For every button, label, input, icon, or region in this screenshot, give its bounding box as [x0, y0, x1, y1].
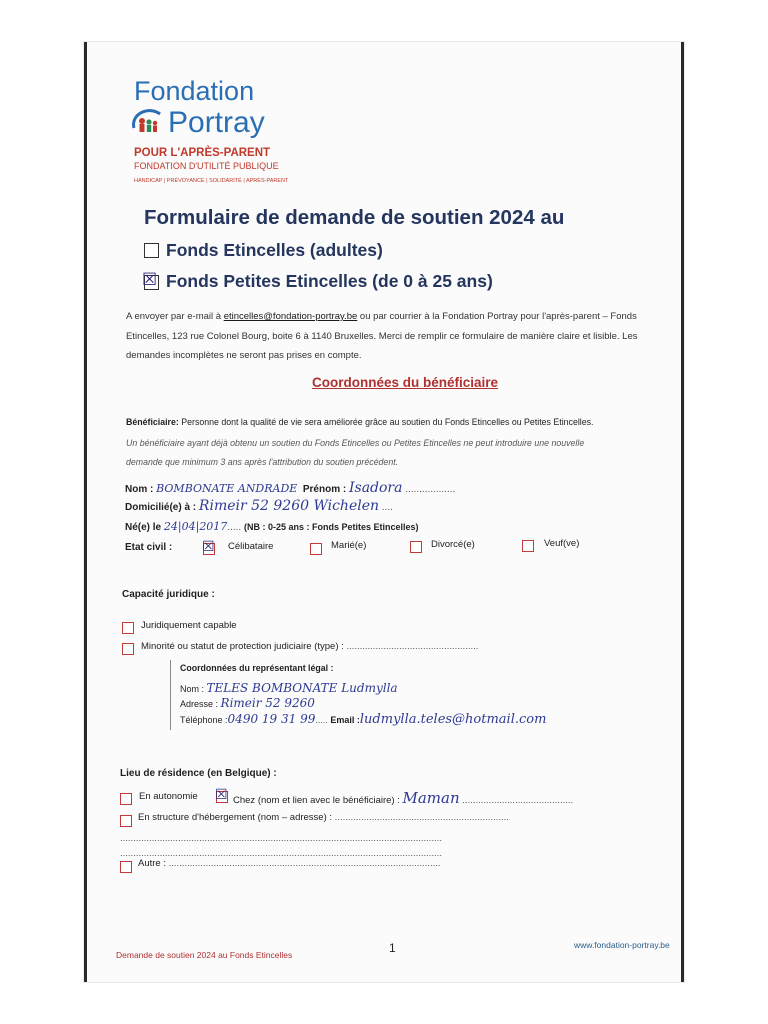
- divorce-checkbox[interactable]: [410, 541, 422, 553]
- contact-email-link[interactable]: etincelles@fondation-portray.be: [223, 311, 358, 322]
- rep-telephone-row: Téléphone :0490 19 31 99..... Email :ludmylla.teles@hotmail.com: [180, 712, 547, 727]
- structure-row: En structure d'hébergement (nom – adresse) : ..................................................................: [138, 812, 509, 823]
- rep-nom-row: Nom : TELES BOMBONATE Ludmylla: [180, 681, 398, 695]
- domicile-row: Domicilié(e) à : Rimeir 52 9260 Wichelen ....: [125, 498, 393, 514]
- structure-dotted-line: ..........................................................................................................................: [120, 833, 443, 844]
- celibataire-checkbox[interactable]: [202, 539, 215, 555]
- fund-young-label: Fonds Petites Etincelles (de 0 à 25 ans): [166, 271, 493, 291]
- beneficiary-note-1: Un bénéficiaire ayant déjà obtenu un soutien du Fonds Etincelles ou Petites Etincelles ne peut introduire une nouvelle: [126, 438, 585, 448]
- form-title: Formulaire de demande de soutien 2024 au: [144, 206, 565, 229]
- chez-checkbox[interactable]: [215, 787, 228, 803]
- autre-row: Autre : .......................................................................................................: [138, 858, 441, 869]
- autonomie-label: En autonomie: [139, 791, 198, 802]
- rep-telephone-field[interactable]: 0490 19 31 99: [227, 712, 316, 726]
- birthdate-field[interactable]: 24|04|2017: [163, 520, 228, 533]
- nom-row: Nom : BOMBONATE ANDRADE Prénom : Isadora ..................: [125, 480, 456, 496]
- footer-website: www.fondation-portray.be: [574, 940, 670, 950]
- logo-portray-text: Portray: [168, 106, 265, 139]
- representative-title: Coordonnées du représentant légal :: [180, 663, 334, 673]
- check-mark-icon: ☒: [142, 270, 158, 290]
- logo-subtitle: POUR L'APRÈS-PARENT: [134, 147, 271, 159]
- capable-checkbox[interactable]: [122, 622, 134, 634]
- marie-checkbox[interactable]: [310, 543, 322, 555]
- check-mark-icon: ☒: [202, 539, 215, 555]
- page-number: 1: [389, 941, 396, 955]
- beneficiary-definition: Bénéficiaire: Personne dont la qualité de vie sera améliorée grâce au soutien du Fonds Etincelles ou Petites Etincelles.: [126, 417, 594, 427]
- representative-indent-bar: [170, 660, 171, 730]
- chez-row: Chez (nom et lien avec le bénéficiaire) : Maman ..........................................: [233, 789, 574, 807]
- logo-fondation-text: Fondation: [134, 76, 255, 106]
- intro-line-2: Etincelles, 123 rue Colonel Bourg, boite 6 à 1140 Bruxelles. Merci de remplir ce formulaire de manière claire et lisible. Les: [126, 331, 638, 342]
- intro-line-3: demandes incomplètes ne seront pas prises en compte.: [126, 350, 362, 361]
- celibataire-label: Célibataire: [228, 541, 274, 552]
- veuf-label: Veuf(ve): [544, 538, 580, 549]
- chez-field[interactable]: Maman: [402, 789, 460, 807]
- footer-document-name: Demande de soutien 2024 au Fonds Etincelles: [116, 950, 293, 960]
- etat-civil-label: Etat civil :: [125, 542, 173, 553]
- section-title: Coordonnées du bénéficiaire: [312, 375, 499, 390]
- capacite-title: Capacité juridique :: [122, 589, 215, 600]
- veuf-checkbox[interactable]: [522, 540, 534, 552]
- people-logo-icon: [130, 108, 168, 138]
- logo-tagline: HANDICAP | PRÉVOYANCE | SOLIDARITÉ | APRÈS-PARENT: [134, 178, 289, 184]
- marie-label: Marié(e): [331, 540, 367, 551]
- minorite-checkbox[interactable]: [122, 643, 134, 655]
- structure-dotted-line-2: ..........................................................................................................................: [120, 848, 443, 859]
- structure-checkbox[interactable]: [120, 815, 132, 827]
- prenom-field[interactable]: Isadora: [348, 480, 403, 496]
- fund-adults-label: Fonds Etincelles (adultes): [166, 240, 383, 260]
- page-edge-right: [681, 42, 684, 982]
- rep-email-field[interactable]: ludmylla.teles@hotmail.com: [359, 712, 547, 727]
- fund-adults-checkbox[interactable]: [144, 243, 159, 258]
- autonomie-checkbox[interactable]: [120, 793, 132, 805]
- residence-title: Lieu de résidence (en Belgique) :: [120, 768, 277, 779]
- page-edge-left: [84, 42, 87, 982]
- rep-nom-field[interactable]: TELES BOMBONATE Ludmylla: [206, 681, 398, 695]
- divorce-label: Divorcé(e): [431, 539, 475, 550]
- capable-label: Juridiquement capable: [141, 620, 237, 631]
- check-mark-icon: ☒: [215, 787, 228, 803]
- logo-subtitle-2: FONDATION D'UTILITÉ PUBLIQUE: [134, 161, 279, 171]
- domicile-field[interactable]: Rimeir 52 9260 Wichelen: [198, 498, 380, 514]
- fund-young-checkbox[interactable]: [142, 270, 159, 290]
- rep-adresse-row: Adresse : Rimeir 52 9260: [180, 696, 315, 710]
- beneficiary-note-2: demande que minimum 3 ans après l'attribution du soutien précédent.: [126, 457, 399, 467]
- nom-field[interactable]: BOMBONATE ANDRADE: [156, 482, 298, 495]
- minorite-label: Minorité ou statut de protection judiciaire (type) : ..................................................: [141, 641, 479, 652]
- rep-adresse-field[interactable]: Rimeir 52 9260: [220, 696, 315, 710]
- autre-checkbox[interactable]: [120, 861, 132, 873]
- intro-line-1: A envoyer par e-mail à etincelles@fondation-portray.be ou par courrier à la Fondation Portray pour l'après-parent – Fonds: [126, 311, 637, 322]
- naissance-row: Né(e) le 24|04|2017..... (NB : 0-25 ans : Fonds Petites Etincelles): [125, 520, 419, 533]
